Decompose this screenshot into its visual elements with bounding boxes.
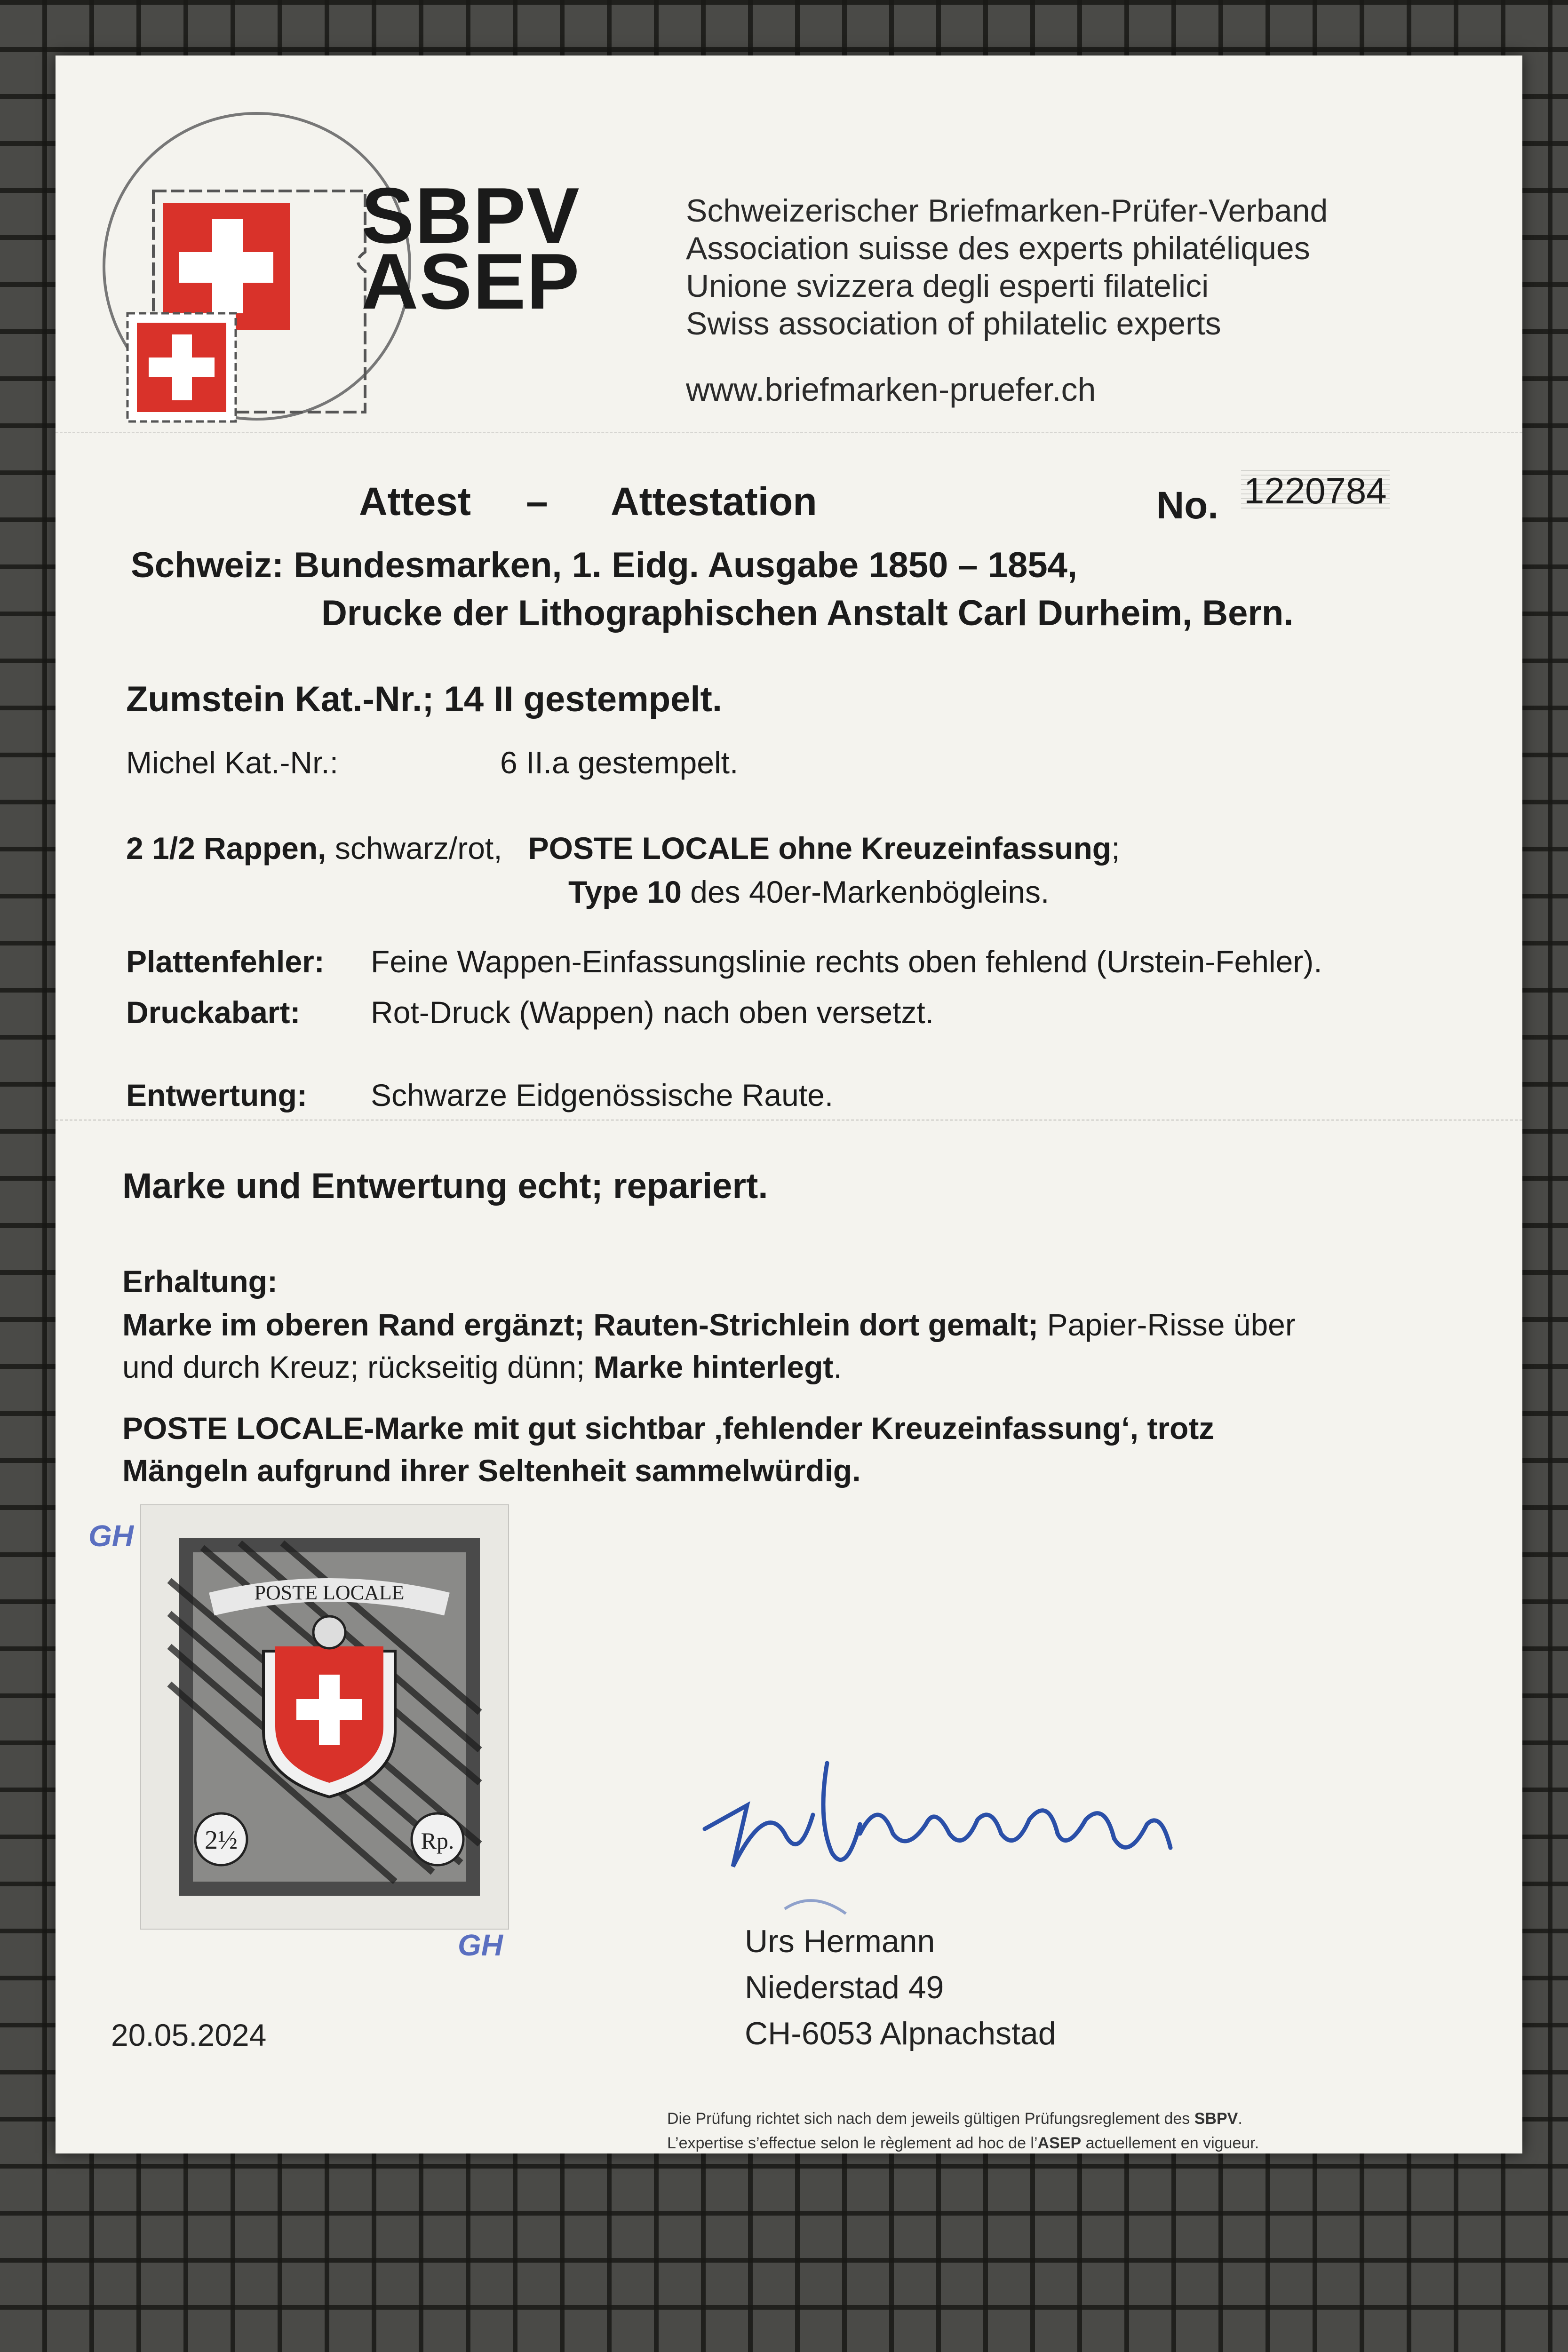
stamp-value-right: Rp.: [421, 1828, 454, 1854]
footer-de-org: SBPV: [1194, 2110, 1238, 2128]
stamp-color: schwarz/rot,: [334, 831, 502, 866]
condition-repair-note: Marke im oberen Rand ergänzt; Rauten-Strichlein dort gemalt;: [122, 1307, 1039, 1342]
verdict: Marke und Entwertung echt; repariert.: [122, 1166, 768, 1206]
stamp-value-left: 2½: [205, 1826, 238, 1855]
face-value: 2 1/2 Rappen,: [126, 831, 326, 866]
condition-line-4: Mängeln aufgrund ihrer Seltenheit sammelwürdig.: [122, 1453, 861, 1488]
footer-fr: [667, 2131, 1259, 2155]
certificate-number-label: No.: [1156, 484, 1219, 527]
footer-de: [667, 2106, 1259, 2131]
heading-attest: Attest: [359, 479, 471, 524]
attestation-certificate: [56, 56, 1522, 2153]
pencil-mark-1: GH: [88, 1519, 134, 1553]
condition-thin: und durch Kreuz; rückseitig dünn;: [122, 1350, 585, 1384]
condition-backed: Marke hinterlegt: [593, 1350, 834, 1384]
signer-address: [745, 1918, 1056, 2057]
footer-de-text: Die Prüfung richtet sich nach dem jeweils gültigen Prüfungsreglement des: [667, 2110, 1190, 2128]
website-url: www.briefmarken-pruefer.ch: [686, 371, 1096, 408]
cancellation-value: Schwarze Eidgenössische Raute.: [371, 1078, 834, 1112]
stamp-description-line-1: [126, 830, 1120, 866]
footer-fr-end: actuellement en vigueur.: [1085, 2134, 1259, 2152]
footer-note: [667, 2106, 1259, 2155]
signer-street: Niederstad 49: [745, 1970, 944, 2005]
zumstein-catalog: Zumstein Kat.-Nr.; 14 II gestempelt.: [126, 679, 722, 719]
footer-de-end: .: [1238, 2110, 1242, 2128]
stamp-position-type: Type 10: [568, 874, 682, 909]
stamp-banner-text: POSTE LOCALE: [254, 1581, 405, 1604]
plate-flaw-value: Feine Wappen-Einfassungslinie rechts oben fehlend (Urstein-Fehler).: [371, 944, 1322, 979]
signer-name: Urs Hermann: [745, 1923, 935, 1959]
stamp-position-sheet: des 40er-Markenbögleins.: [690, 874, 1050, 909]
association-name-en: Swiss association of philatelic experts: [686, 306, 1221, 342]
header-divider: [56, 432, 1522, 433]
semicolon: ;: [1111, 831, 1120, 866]
stamp-artwork-icon: [141, 1505, 508, 1929]
stamp-image: [140, 1504, 509, 1930]
condition-line-3: POSTE LOCALE-Marke mit gut sichtbar ‚fehlender Kreuzeinfassung‘, trotz: [122, 1411, 1215, 1446]
association-names: [686, 192, 1328, 342]
footer-fr-org: ASEP: [1037, 2134, 1082, 2152]
association-name-fr: Association suisse des experts philatéliques: [686, 230, 1310, 266]
michel-value: 6 II.a gestempelt.: [500, 745, 739, 780]
pencil-mark-2: GH: [458, 1928, 503, 1962]
signer-city: CH-6053 Alpnachstad: [745, 2016, 1056, 2051]
stamp-description-line-2: [568, 874, 1049, 910]
stamp-type: POSTE LOCALE ohne Kreuzeinfassung: [528, 831, 1112, 866]
issue-date: 20.05.2024: [111, 2018, 267, 2052]
certificate-number: 1220784: [1241, 469, 1390, 512]
cancellation-label: Entwertung:: [126, 1078, 307, 1112]
association-name-it: Unione svizzera degli esperti filatelici: [686, 268, 1209, 304]
heading-dash: –: [526, 479, 548, 524]
print-variety-label: Druckabart:: [126, 995, 301, 1030]
brand-line-1: SBPV: [361, 171, 581, 260]
plate-flaw-label: Plattenfehler:: [126, 944, 325, 979]
brand-logo-text: [361, 171, 581, 326]
footer-fr-text: L’expertise s’effectue selon le règlement ad hoc de l’: [667, 2134, 1038, 2152]
print-variety-value: Rot-Druck (Wappen) nach oben versetzt.: [371, 995, 934, 1030]
title-line-2: Drucke der Lithographischen Anstalt Carl Durheim, Bern.: [321, 593, 1294, 633]
condition-line-2: [122, 1349, 842, 1385]
condition-period: .: [833, 1350, 842, 1384]
condition-heading: Erhaltung:: [122, 1264, 278, 1299]
association-name-de: Schweizerischer Briefmarken-Prüfer-Verband: [686, 193, 1328, 229]
condition-line-1: [122, 1307, 1296, 1343]
michel-label: Michel Kat.-Nr.:: [126, 745, 339, 780]
brand-line-2: ASEP: [361, 237, 581, 326]
condition-tears: Papier-Risse über: [1047, 1307, 1296, 1342]
heading-attestation: Attestation: [611, 479, 817, 524]
title-line-1: Schweiz: Bundesmarken, 1. Eidg. Ausgabe 1850 – 1854,: [131, 545, 1077, 585]
